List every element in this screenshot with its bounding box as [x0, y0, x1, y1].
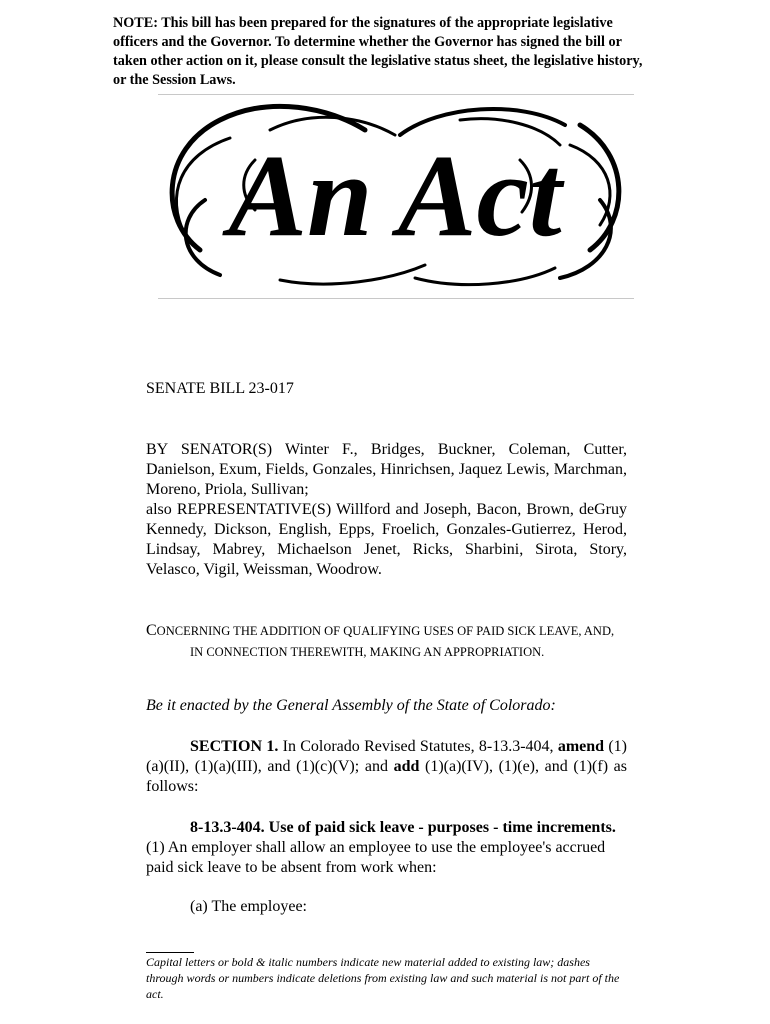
section-label: SECTION 1.: [190, 738, 279, 755]
bill-number: SENATE BILL 23-017: [146, 380, 294, 397]
top-divider: [158, 94, 634, 95]
enacting-clause: Be it enacted by the General Assembly of the State of Colorado:: [146, 697, 556, 714]
section-text-b: (1)(a)(II), (1)(a)(III), and (1)(c)(V); and: [146, 738, 628, 775]
section-text-c: (1)(a)(IV), (1)(e), and (1)(f) as follows:: [146, 758, 627, 795]
section-1: [146, 737, 627, 797]
an-act-seal: [160, 100, 630, 292]
title-cap-letter: C: [146, 622, 157, 639]
amend-keyword: amend: [557, 738, 605, 755]
senate-sponsors: BY SENATOR(S) Winter F., Bridges, Buckner, Coleman, Cutter, Danielson, Exum, Fields, Gonzales, Hinrichsen, Jaquez Lewis, Marchman, Moreno, Priola, Sullivan;: [146, 441, 627, 498]
status-note: NOTE: This bill has been prepared for the signatures of the appropriate legislative officers and the Governor. To determine whether the Governor has signed the bill or taken other action on it, please consult the legislative status sheet, the legislative history, or the Session Laws.: [113, 15, 643, 88]
seal-text: An Act: [228, 130, 562, 261]
house-sponsors: also REPRESENTATIVE(S) Willford and Joseph, Bacon, Brown, deGruy Kennedy, Dickson, English, Epps, Froelich, Gonzales-Gutierrez, Herod, Lindsay, Mabrey, Michaelson Jenet, Ricks, Sharbini, Sirota, Story, Velasco, Vigil, Weissman, Woodrow.: [146, 501, 627, 578]
sponsors: [146, 440, 627, 580]
statute-heading: 8-13.3-404. Use of paid sick leave - purposes - time increments.: [190, 819, 616, 836]
add-keyword: add: [393, 758, 420, 775]
title-line-2: IN CONNECTION THEREWITH, MAKING AN APPROPRIATION.: [190, 645, 545, 659]
title-line-1: ONCERNING THE ADDITION OF QUALIFYING USES OF PAID SICK LEAVE, AND,: [156, 624, 615, 638]
footnote: Capital letters or bold & italic numbers indicate new material added to existing law; dashes through words or numbers indicate deletions from existing law and such material is not part of the act.: [146, 955, 620, 1001]
bottom-divider: [158, 298, 634, 299]
footnote-divider: [146, 952, 194, 953]
section-text-a: In Colorado Revised Statutes, 8-13.3-404,: [278, 738, 558, 755]
statute-text: [146, 818, 627, 878]
subsection-1: (1) An employer shall allow an employee to use the employee's accrued paid sick leave to be absent from work when:: [146, 839, 606, 876]
paragraph-a: (a) The employee:: [190, 898, 307, 915]
bill-title: [146, 620, 636, 663]
